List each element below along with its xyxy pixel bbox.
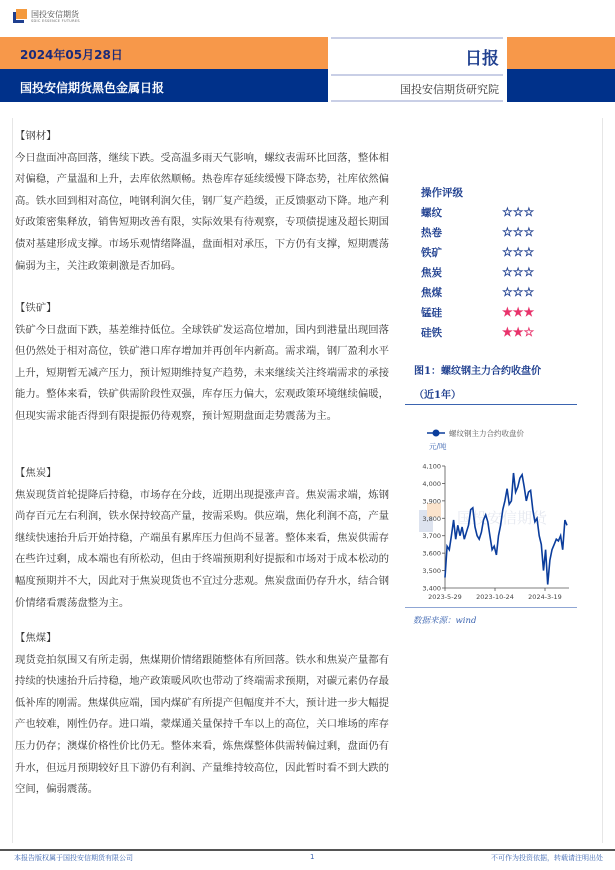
header-orange-bar-right <box>507 37 615 69</box>
rating-stars: ☆☆☆ <box>502 285 535 299</box>
y-tick-label: 3,800 <box>422 514 441 523</box>
x-tick-label: 2023-5-29 <box>428 593 462 601</box>
section-title: 【铁矿】 <box>15 302 57 314</box>
institute: 国投安信期货研究院 <box>400 83 499 96</box>
company-logo <box>13 9 80 23</box>
data-source: 数据来源：wind <box>413 616 477 626</box>
y-tick-label: 3,900 <box>422 497 441 506</box>
rating-name: 螺纹 <box>421 206 442 219</box>
y-tick-label: 3,700 <box>422 532 441 541</box>
rating-row <box>421 202 534 222</box>
figure-title: 图1：螺纹钢主力合约收盘价 <box>414 366 541 377</box>
rebar-price-chart <box>405 405 585 605</box>
rating-stars: ☆☆☆ <box>502 205 535 219</box>
figure-subtitle: （近1年） <box>414 390 461 401</box>
divider <box>331 37 503 39</box>
section-title: 【焦炭】 <box>15 467 57 479</box>
operation-rating <box>421 182 534 342</box>
legend-marker <box>433 430 440 437</box>
price-series-line <box>445 473 567 585</box>
report-date: 2024年05月28日 <box>20 48 123 62</box>
header-blue-bar-right <box>507 69 615 102</box>
report-type: 日报 <box>465 49 499 69</box>
logo-sub: SDIC ESSENCE FUTURES <box>31 18 80 23</box>
y-tick-label: 3,600 <box>422 549 441 558</box>
section-text: 现货竞拍氛围又有所走弱，焦煤期价情绪跟随整体有所回落。铁水和焦炭产量都有持续的快速抬升后持稳，地产政策暖风吹也带动了终端需求预期，对碳元素仍存最低补库的刚需。焦煤供应端，国内煤矿有所提产但幅度并不大，预计进一步大幅提产也较难，刚性仍存。进口端，蒙煤通关量保持千车以上的高位，关口堆场的库存压力仍存；澳煤价格性价比仍无。整体来看，炼焦煤整体供需转偏过剩，盘面仍有升水，但远月预期较好且下游仍有利润、产量维持较高位，因此暂时看不到大跌的空间，偏弱震荡。 <box>15 653 390 796</box>
rating-row <box>421 262 534 282</box>
divider <box>405 607 577 608</box>
rating-stars: ★★★ <box>502 305 535 319</box>
y-tick-label: 4,000 <box>422 479 441 488</box>
y-tick-label: 3,500 <box>422 567 441 576</box>
section-steel <box>15 126 392 277</box>
rating-name: 焦炭 <box>421 266 442 279</box>
y-tick-label: 3,400 <box>422 584 441 593</box>
x-tick-label: 2023-10-24 <box>476 593 514 601</box>
divider <box>331 74 503 76</box>
divider <box>331 100 503 102</box>
section-coke <box>15 463 392 614</box>
footer-line <box>0 849 615 851</box>
legend-label: 螺纹钢主力合约收盘价 <box>449 429 524 438</box>
rating-stars: ☆☆☆ <box>502 245 535 259</box>
rating-row <box>421 222 534 242</box>
rating-name: 铁矿 <box>421 246 442 259</box>
rating-row <box>421 282 534 302</box>
rating-stars: ☆☆☆ <box>502 265 535 279</box>
section-iron-ore <box>15 298 392 428</box>
rating-name: 热卷 <box>421 226 442 239</box>
rating-stars: ☆☆☆ <box>502 225 535 239</box>
y-tick-label: 4,100 <box>422 462 441 471</box>
page-number: 1 <box>310 853 315 861</box>
figure-caption <box>414 360 541 408</box>
rating-title: 操作评级 <box>421 186 463 199</box>
rating-row <box>421 302 534 322</box>
rating-name: 焦煤 <box>421 286 442 299</box>
rating-row <box>421 322 534 342</box>
frame-line <box>602 118 603 843</box>
section-text: 焦炭现货首轮提降后持稳，市场存在分歧，近期出现提涨声音。焦炭需求端，炼钢尚存百元左右利润，铁水保持较高产量，按需采购。供应端，焦化利润不高，产量继续快速抬升后开始持稳，产端虽有累库压力但尚不显著。整体来看，焦炭供需存在些许过剩，成本端也有所松动，但由于终端预期利好提振和市场对于成本松动的幅度预期并不大，因此对于焦炭现货也不宜过分悲观。焦炭盘面仍存升水，结合钢价情绪看震荡盘整为主。 <box>15 488 390 609</box>
rating-name: 锰硅 <box>421 306 442 319</box>
rating-stars: ★★☆ <box>502 325 535 339</box>
logo-name: 国投安信期货 <box>31 9 79 19</box>
rating-name: 硅铁 <box>421 326 442 339</box>
frame-line <box>12 118 13 843</box>
section-title: 【焦煤】 <box>15 632 57 644</box>
watermark-text: 国投安信期货 <box>457 509 548 527</box>
section-text: 铁矿今日盘面下跌，基差维持低位。全球铁矿发运高位增加，国内到港量出现回落但仍然处于相对高位，铁矿港口库存增加并再创年内新高。需求端，钢厂盈利水平上升，短期暂无减产压力，预计短期维持复产趋势，未来继续关注终端需求的承接能力。整体来看，铁矿供需阶段性双强，库存压力偏大，宏观政策环境继续偏暖，但现实需求能否得到有限提振仍待观察，预计短期盘面走势震荡为主。 <box>15 323 390 422</box>
footer-copyright: 本报告版权属于国投安信期货有限公司 <box>14 854 133 862</box>
x-tick-label: 2024-3-19 <box>528 593 562 601</box>
rating-row <box>421 242 534 262</box>
logo-mark-icon <box>13 9 27 23</box>
section-text: 今日盘面冲高回落，继续下跌。受高温多雨天气影响，螺纹表需环比回落，整体相对偏稳，产量温和上升，去库依然顺畅。热卷库存延续缓慢下降态势，社库依然偏高。铁水回到相对高位，吨钢利润欠佳，钢厂复产趋缓，正反馈驱动下降。地产利好政策密集释放，销售短期改善有限，实际效果有待观察，专项债提速及超长期国债对基建形成支撑。市场乐观情绪降温，盘面相对承压，下方仍有支撑，短期震荡偏弱为主，关注政策刺激是否加码。 <box>15 151 390 272</box>
y-axis-unit: 元/吨 <box>429 442 447 451</box>
section-title: 【钢材】 <box>15 130 57 142</box>
report-title: 国投安信期货黑色金属日报 <box>20 81 165 95</box>
footer-disclaimer: 不可作为投资依据，转载请注明出处 <box>491 854 603 862</box>
section-coking-coal <box>15 628 392 801</box>
